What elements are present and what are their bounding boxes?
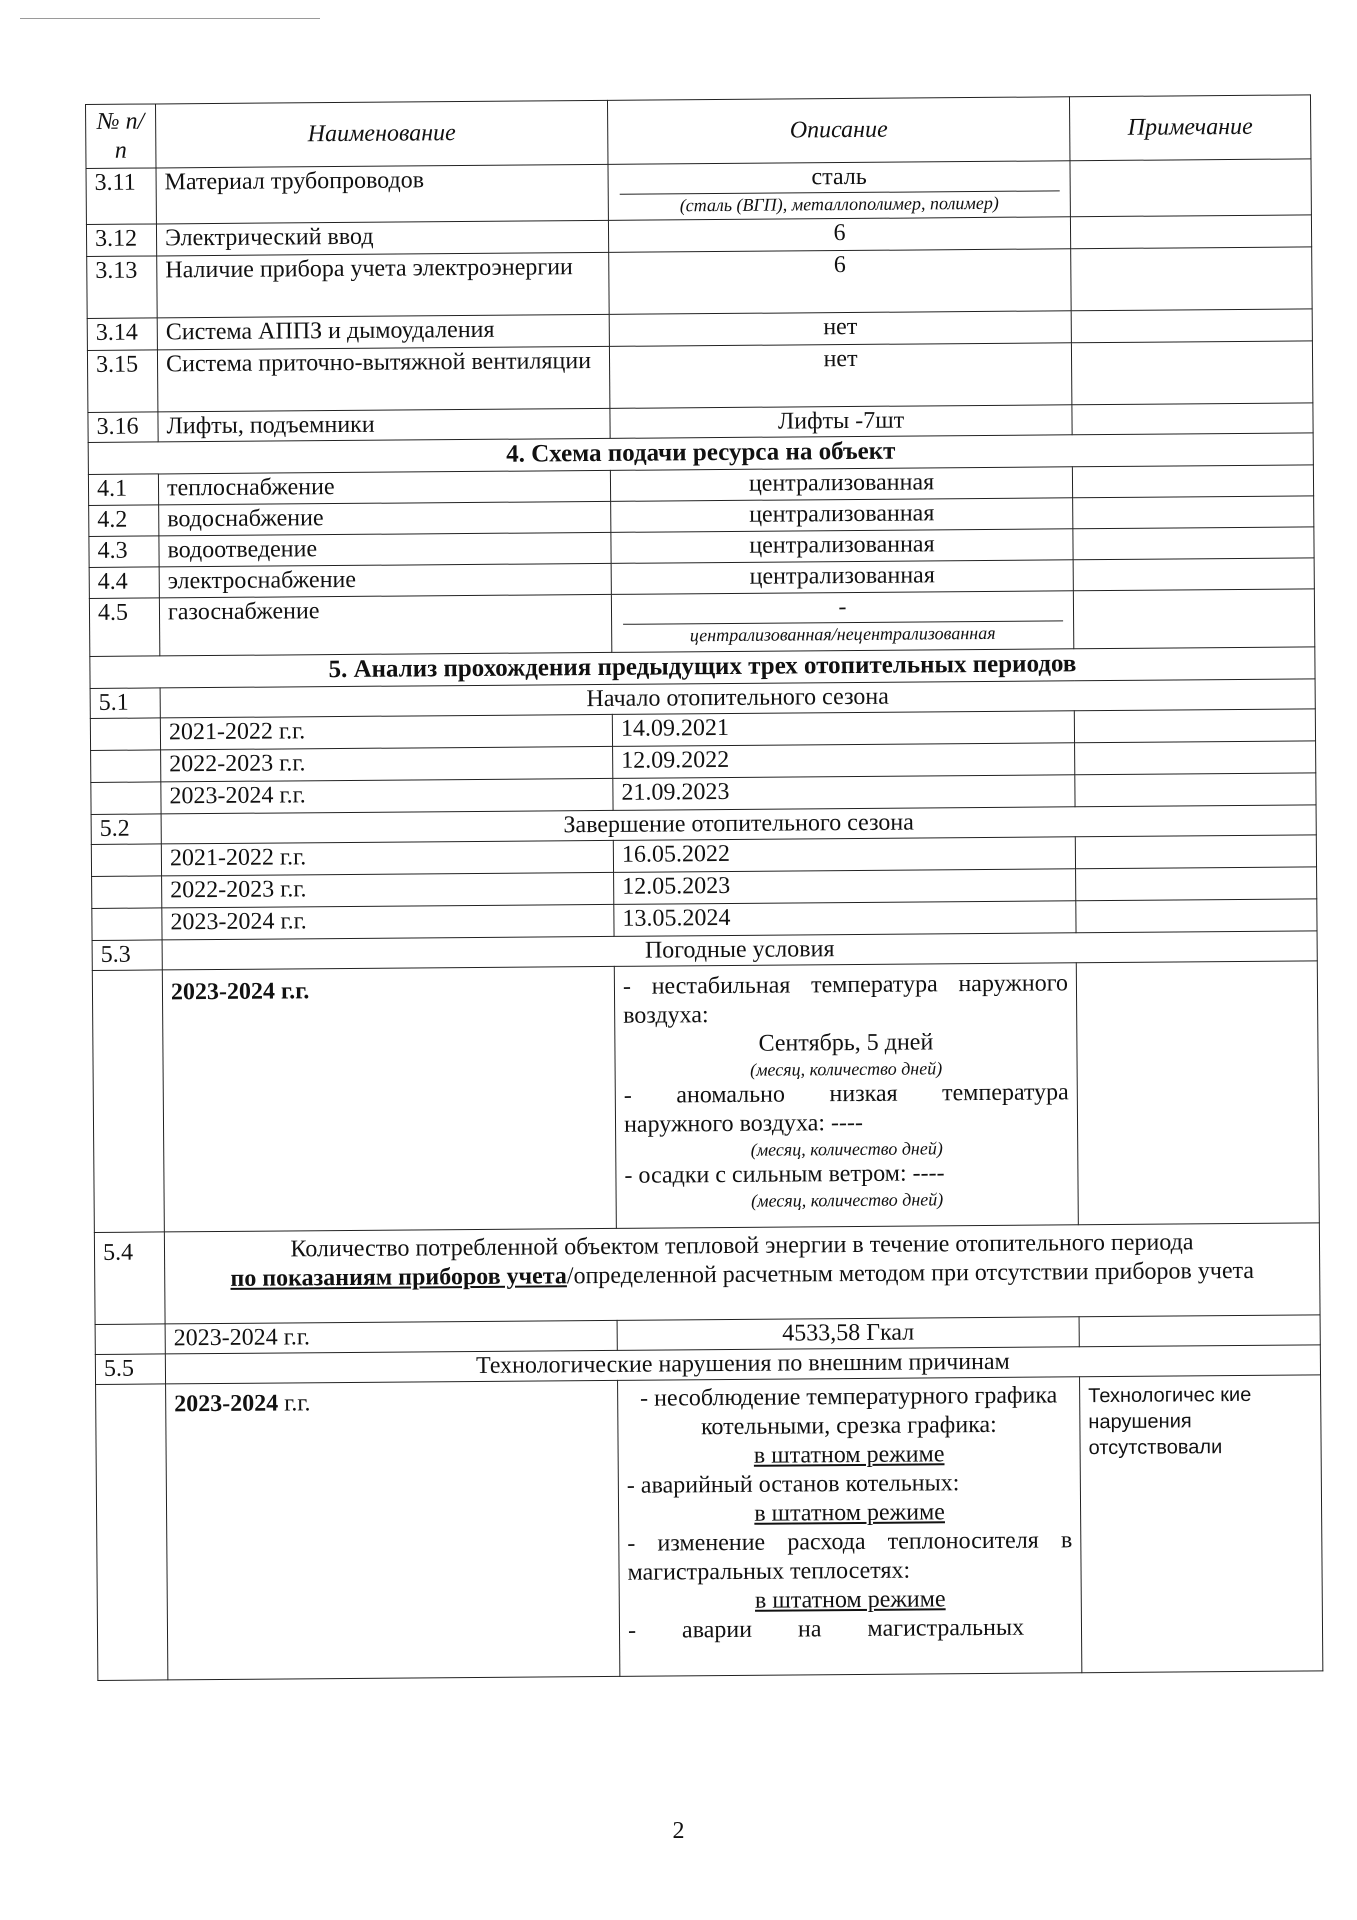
- period-cell: [166, 1380, 620, 1680]
- violation-item-shutdown: - аварийный останов котельных:: [626, 1470, 960, 1499]
- subsection-title: Погодные условия: [162, 931, 1317, 970]
- row-note: [1073, 496, 1314, 529]
- energy-title-underlined: по показаниям приборов учета: [230, 1263, 567, 1292]
- value-cell: 14.09.2021: [612, 711, 1074, 747]
- row-note: [1076, 867, 1317, 901]
- row-note: [1073, 527, 1314, 560]
- row-desc: [611, 591, 1073, 653]
- period-bold: 2023-2024: [174, 1390, 279, 1418]
- row-note: [1075, 835, 1316, 869]
- row-name: Система АППЗ и дымоудаления: [157, 314, 609, 350]
- table-row: [96, 1375, 1323, 1681]
- row-note: [1076, 899, 1317, 933]
- row-desc: централизованная: [611, 529, 1073, 564]
- row-note: [1071, 341, 1312, 405]
- row-desc: [608, 161, 1070, 221]
- row-num: 3.14: [87, 318, 157, 351]
- empty-cell: [96, 1384, 168, 1681]
- row-desc: 6: [608, 217, 1070, 253]
- row-desc: нет: [609, 343, 1071, 409]
- period-cell: 2023-2024 г.г.: [161, 778, 613, 814]
- row-note: [1079, 1315, 1320, 1347]
- violation-item-flow: - изменение расхода теплоносителя в магистральных теплосетях:: [627, 1527, 1073, 1586]
- section-4-title: 4. Схема подачи ресурса на объект: [88, 433, 1313, 475]
- row-note: [1072, 403, 1313, 435]
- row-name: Материал трубопроводов: [156, 164, 608, 224]
- row-name: Электрический ввод: [156, 220, 608, 256]
- weather-hint: (месяц, количество дней): [750, 1189, 944, 1211]
- scan-edge-mark: [20, 18, 320, 19]
- col-desc-header: Описание: [607, 97, 1069, 165]
- row-note: [1072, 465, 1313, 498]
- row-name: электроснабжение: [159, 563, 611, 598]
- subsection-header: [94, 1223, 1320, 1325]
- weather-desc: [614, 963, 1078, 1229]
- period-cell: 2023-2024 г.г.: [165, 1320, 617, 1354]
- row-name: газоснабжение: [159, 594, 611, 656]
- row-num: 4.5: [89, 598, 159, 657]
- subsection-num: 5.5: [95, 1354, 165, 1385]
- violation-status: в штатном режиме: [753, 1441, 945, 1469]
- row-num: 4.4: [89, 567, 159, 599]
- row-note: [1070, 215, 1311, 249]
- value-cell: 21.09.2023: [613, 775, 1075, 811]
- value-cell: 16.05.2022: [613, 837, 1075, 873]
- row-desc-value: сталь: [619, 161, 1059, 194]
- weather-hint: (месяц, количество дней): [749, 1058, 943, 1080]
- empty-cell: [91, 782, 161, 815]
- value-cell: 12.09.2022: [613, 743, 1075, 779]
- row-note: [1075, 741, 1316, 775]
- weather-hint: (месяц, количество дней): [750, 1138, 943, 1160]
- row-desc-hint: централизованная/нецентрализованная: [689, 622, 996, 646]
- row-desc: нет: [609, 311, 1071, 347]
- col-note-header: Примечание: [1069, 95, 1310, 161]
- period-cell: 2021-2022 г.г.: [160, 714, 612, 750]
- subsection-title: Начало отопительного сезона: [160, 679, 1315, 718]
- energy-title-start: Количество потребленной объектом тепловой энергии в течение отопительного периода: [290, 1229, 1194, 1263]
- subsection-num: 5.2: [91, 814, 161, 845]
- passport-table: [85, 94, 1323, 1681]
- row-note: [1073, 558, 1314, 591]
- row-note: [1071, 309, 1312, 343]
- violations-note: Технологичес кие нарушения отсутствовали: [1080, 1375, 1323, 1673]
- subsection-num: 5.4: [94, 1232, 165, 1325]
- row-desc: Лифты -7шт: [610, 405, 1072, 439]
- table-row: [89, 589, 1314, 657]
- row-note: [1071, 247, 1312, 311]
- period-cell: 2021-2022 г.г.: [161, 840, 613, 876]
- row-name: водоснабжение: [159, 501, 611, 536]
- row-desc: централизованная: [610, 467, 1072, 502]
- row-note: [1074, 709, 1315, 743]
- period-cell: 2022-2023 г.г.: [161, 746, 613, 782]
- row-name: теплоснабжение: [158, 470, 610, 505]
- row-desc: централизованная: [611, 560, 1073, 595]
- violations-desc: [618, 1377, 1082, 1677]
- row-num: 3.12: [86, 224, 156, 257]
- row-name: Система приточно-вытяжной вентиляции: [157, 346, 609, 412]
- subsection-num: 5.3: [92, 940, 162, 971]
- row-num: 4.3: [89, 536, 159, 568]
- row-num: 3.13: [87, 256, 157, 319]
- value-cell: 12.05.2023: [614, 869, 1076, 905]
- subsection-title: Технологические нарушения по внешним причинам: [165, 1345, 1320, 1384]
- period-cell: 2023-2024 г.г.: [162, 904, 614, 940]
- empty-cell: [91, 750, 161, 783]
- row-desc: централизованная: [611, 498, 1073, 533]
- row-name: водоотведение: [159, 532, 611, 567]
- row-num: 4.2: [89, 505, 159, 537]
- weather-line-unstable: - нестабильная температура наружного воздуха:: [622, 970, 1069, 1029]
- row-num: 3.15: [87, 350, 157, 413]
- violation-item-accidents: - аварии на магистральных: [627, 1614, 1025, 1644]
- col-name-header: Наименование: [156, 100, 608, 168]
- weather-line-low-temp: - аномально низкая температура наружного воздуха: ----: [623, 1079, 1069, 1138]
- row-desc-value: -: [622, 591, 1062, 624]
- row-note: [1075, 773, 1316, 807]
- row-note: [1070, 159, 1311, 217]
- empty-cell: [90, 718, 160, 751]
- energy-title-end: /определенной расчетным методом при отсутствии приборов учета: [566, 1257, 1255, 1290]
- empty-cell: [92, 876, 162, 909]
- energy-value: 4533,58 Гкал: [617, 1317, 1079, 1351]
- subsection-title: Завершение отопительного сезона: [161, 805, 1316, 844]
- weather-value-unstable: Сентябрь, 5 дней: [758, 1029, 934, 1057]
- section-5-title: 5. Анализ прохождения предыдущих трех отопительных периодов: [90, 647, 1315, 689]
- violation-status: в штатном режиме: [754, 1499, 945, 1527]
- table-row: [86, 159, 1311, 225]
- row-num: 4.1: [88, 474, 158, 506]
- table-row: [92, 961, 1319, 1233]
- empty-cell: [92, 970, 164, 1233]
- row-num: 3.11: [86, 168, 156, 225]
- page-number: 2: [672, 1818, 685, 1844]
- row-num: 3.16: [88, 412, 158, 443]
- value-cell: 13.05.2024: [614, 901, 1076, 937]
- row-note: [1073, 589, 1314, 649]
- row-name: Наличие прибора учета электроэнергии: [157, 252, 609, 318]
- col-num-header: № п/п: [86, 104, 157, 169]
- subsection-num: 5.1: [90, 688, 160, 719]
- period-cell: 2023-2024 г.г.: [162, 966, 616, 1232]
- row-note: [1076, 961, 1319, 1225]
- empty-cell: [91, 844, 161, 877]
- empty-cell: [92, 908, 162, 941]
- violation-item-schedule: - несоблюдение температурного графика котельными, срезка графика:: [639, 1382, 1058, 1441]
- table-row: [87, 341, 1312, 413]
- table-row: [87, 247, 1312, 319]
- empty-cell: [95, 1324, 165, 1355]
- period-cell: 2022-2023 г.г.: [162, 872, 614, 908]
- subsection-title: [164, 1223, 1320, 1324]
- document-page: [85, 94, 1322, 1681]
- violation-status: в штатном режиме: [754, 1586, 946, 1614]
- period-rest: г.г.: [278, 1390, 311, 1417]
- row-desc: 6: [609, 249, 1071, 315]
- row-name: Лифты, подъемники: [158, 408, 610, 442]
- table-header: [86, 95, 1311, 169]
- weather-line-wind: - осадки с сильным ветром: ----: [624, 1160, 945, 1189]
- row-desc-hint: (сталь (ВГП), металлополимер, полимер): [679, 192, 999, 216]
